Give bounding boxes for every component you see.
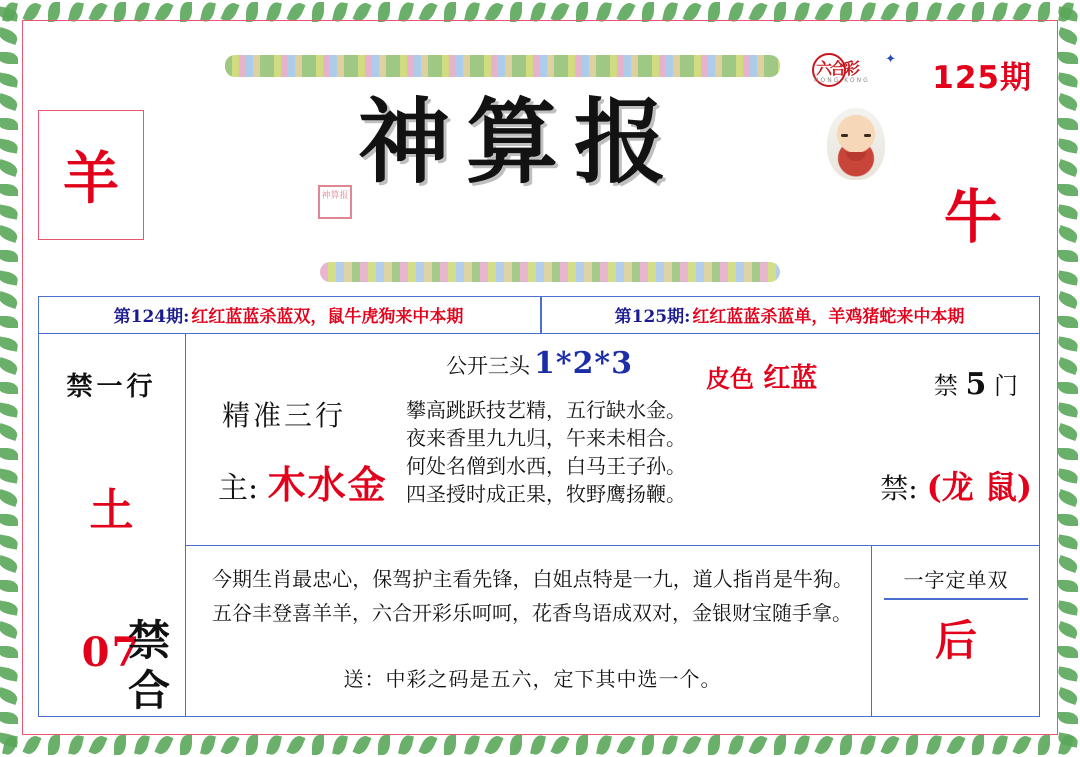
zhu-value: 木水金 bbox=[267, 462, 388, 507]
forbid-zodiac-label: 禁: bbox=[880, 472, 918, 505]
prediction-divider bbox=[540, 296, 542, 334]
precise-three-label: 精准三行 bbox=[222, 399, 347, 432]
odd-even-title: 一字定单双 bbox=[903, 568, 1009, 592]
odd-even-value: 后 bbox=[934, 616, 977, 665]
logo-text: 六合彩 bbox=[816, 59, 859, 78]
wave-divider-top bbox=[225, 55, 780, 77]
prediction-row bbox=[38, 296, 1040, 334]
prediction-cell-124 bbox=[38, 296, 539, 333]
prediction-cell-125 bbox=[539, 296, 1040, 333]
left-column bbox=[38, 334, 186, 717]
issue-number: 125期 bbox=[932, 60, 1032, 96]
odd-even-box bbox=[872, 546, 1040, 717]
poem-line-1: 攀高跳跃技艺精，五行缺水金。 bbox=[406, 398, 686, 422]
zodiac-left-label: 羊 bbox=[63, 146, 119, 212]
gate-label: 禁 bbox=[933, 372, 958, 400]
wave-divider-bottom bbox=[320, 262, 780, 282]
gate-unit: 门 bbox=[994, 372, 1018, 400]
bottom-paragraph: 今期生肖最忠心，保驾护主看先锋，白姐点特是一九，道人指肖是牛狗。 五谷丰登喜羊羊，六合开彩乐呵呵，花香鸟语成双对，金银财宝随手拿。 bbox=[212, 567, 853, 625]
poem-line-4: 四圣授时成正果，牧野鹰扬鞭。 bbox=[406, 482, 686, 506]
prediction-text-124: 红红蓝蓝杀蓝双，鼠牛虎狗来中本期 bbox=[191, 307, 464, 327]
skin-color-row bbox=[706, 356, 817, 395]
open-three-label: 公开三头 bbox=[446, 354, 530, 378]
poem-block bbox=[406, 396, 686, 508]
prediction-issue-125: 第125期: bbox=[614, 307, 691, 327]
forbid-row-label: 禁一行 bbox=[66, 372, 157, 402]
forbid-zodiac-row bbox=[880, 462, 1032, 508]
gate-value: 5 bbox=[965, 367, 987, 402]
odd-even-separator bbox=[884, 598, 1028, 600]
bottom-send-line: 送：中彩之码是五六，定下其中选一个。 bbox=[343, 667, 722, 691]
zhu-label: 主: bbox=[218, 471, 259, 506]
forbid-zodiac-value: (龙 鼠) bbox=[926, 468, 1032, 506]
forbid-combo-label: 禁合 bbox=[127, 616, 170, 715]
middle-top-block bbox=[186, 334, 1040, 546]
open-three-value: 1*2*3 bbox=[534, 346, 633, 381]
skin-label: 皮色 bbox=[706, 364, 754, 393]
poem-line-2: 夜来香里九九归，午来未相合。 bbox=[406, 426, 686, 450]
seal-stamp: 神算报 bbox=[318, 185, 352, 219]
open-three-heads bbox=[446, 346, 633, 381]
star-icon: ✦ bbox=[885, 52, 896, 67]
logo-subtitle: HONG KONG bbox=[814, 77, 870, 84]
skin-value: 红蓝 bbox=[763, 363, 818, 394]
element-value: 土 bbox=[89, 485, 134, 536]
lottery-logo-icon bbox=[810, 50, 902, 90]
zhu-row bbox=[218, 454, 388, 509]
bottom-text-block bbox=[186, 546, 872, 717]
prediction-text-125: 红红蓝蓝杀蓝单，羊鸡猪蛇来中本期 bbox=[692, 307, 965, 327]
avatar-portrait bbox=[827, 108, 885, 180]
poem-line-3: 何处名僧到水西，白马王子孙。 bbox=[406, 454, 686, 478]
gate-row bbox=[934, 366, 1018, 402]
page-title: 神算报 bbox=[357, 88, 682, 196]
zodiac-right-label: 牛 bbox=[943, 183, 1002, 251]
lucky-number: 07 bbox=[81, 629, 142, 676]
prediction-issue-124: 第124期: bbox=[113, 307, 190, 327]
